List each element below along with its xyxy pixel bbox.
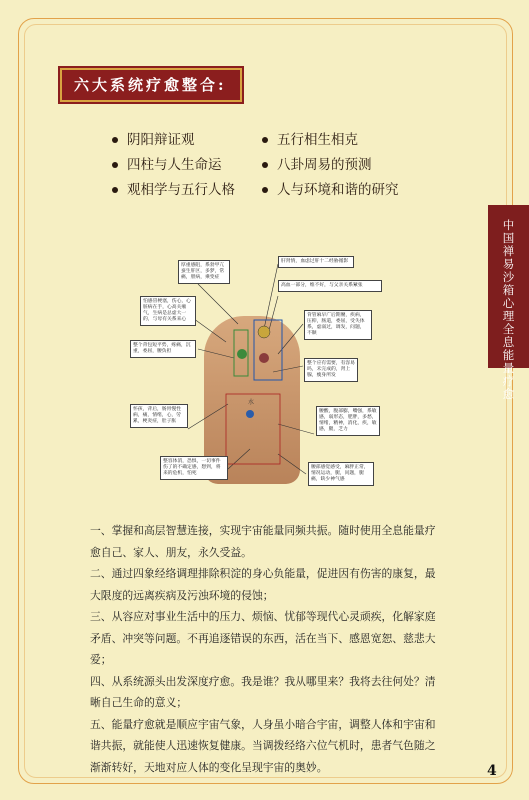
body-text	[90, 520, 442, 778]
diagram-note: 高血一部分，维不好，与父亲关系紧张	[278, 280, 382, 292]
bullet-icon	[262, 137, 268, 143]
bullet-icon	[262, 187, 268, 193]
paragraph: 一、掌握和高层智慧连接，实现宇宙能量同频共振。随时使用全息能量疗愈自己、家人、朋友，永久受益。	[90, 524, 436, 559]
diagram-note: 腰酸，腹部膨，嘴强，系敏感，弱形态，肥胖，多愁，情绪，精神，消化，疾，敏感，腿，乏力	[316, 406, 380, 436]
bullet-icon	[112, 187, 118, 193]
svg-text:水: 水	[248, 399, 255, 406]
diagram-note: 腰部感觉感受，麻胖正常，情况运动，腿，问题，腿痛，缺少神气感	[308, 462, 374, 486]
diagram-note: 整容体消，恐惧，一切事件伤了的不确定感，想到，将来的危机，怕死	[160, 456, 228, 480]
diagram-note: 厚重感阻，系勃甲亢蚕生肝区，多梦，常痛，胆病，乘变症	[178, 260, 230, 284]
section-heading	[60, 68, 242, 102]
paragraph: 四、从系统源头出发深度疗愈。我是谁？我从哪里来？我将去往何处？清晰自己生命的意义；	[90, 674, 436, 709]
list-item: 阴阳辩证观	[112, 128, 195, 148]
list-item: 观相学与五行人格	[112, 178, 235, 198]
section-heading-text: 六大系统疗愈整合:	[74, 76, 227, 94]
paragraph: 二、通过四象经络调理排除积淀的身心负能量，促进因有伤害的康复，最大限度的远离疾病及污浊环境的侵蚀；	[90, 567, 436, 602]
diagram-note: 整个应有需要，有容易吗，未完成的，肾上腺，瘦身所发	[304, 358, 358, 382]
diagram-note: 怀孩，背后，肠胃慢性病，痛，情绪，心，劳累，梗炎症，肚子胀	[130, 404, 188, 428]
diagram-note: 整个背包短平势，疼痛，沉重，委屈，腰负担	[130, 340, 196, 358]
bullet-icon	[112, 137, 118, 143]
bullet-icon	[262, 162, 268, 168]
list-item: 八卦周易的预测	[262, 153, 372, 173]
list-item: 五行相生相克	[262, 128, 358, 148]
paragraph: 三、从容应对事业生活中的压力、烦恼、忧郁等现代心灵顽疾，化解家庭矛盾、冲突等问题。不再追逐错误的东西，活在当下、感恩宽恕、慈悲大爱；	[90, 610, 436, 666]
list-item: 四柱与人生命运	[112, 153, 222, 173]
diagram-note: 怕感冒梗塞，伤心，心脏病在手，心高关瘤气，生病是总虚大一的，与母有关系来心	[140, 296, 196, 326]
diagram-note: 肝肾情，血虑过肝十二经胁循影	[278, 256, 354, 268]
paragraph: 五、能量疗愈就是顺应宇宙气象，人身虽小暗合宇宙，调整人体和宇宙和谐共振，就能使人迅速恢复健康。当调拨经络六位气机时，患者气色随之渐渐转好，天地对应人体的变化呈现宇宙的奥妙。	[90, 717, 436, 774]
body-diagram	[128, 254, 382, 499]
bullet-icon	[112, 162, 118, 168]
side-tab-text: 中国禅易沙箱心理全息能量疗愈	[502, 218, 515, 401]
diagram-note: 背管麻早广后期腰，疾病，压抑，肠道，委屈，受失体系，虚弱过，调发，问题，不顺	[304, 310, 372, 340]
side-tab	[488, 205, 529, 401]
page-number: 4	[487, 763, 497, 779]
list-item: 人与环境和谐的研究	[262, 178, 399, 198]
